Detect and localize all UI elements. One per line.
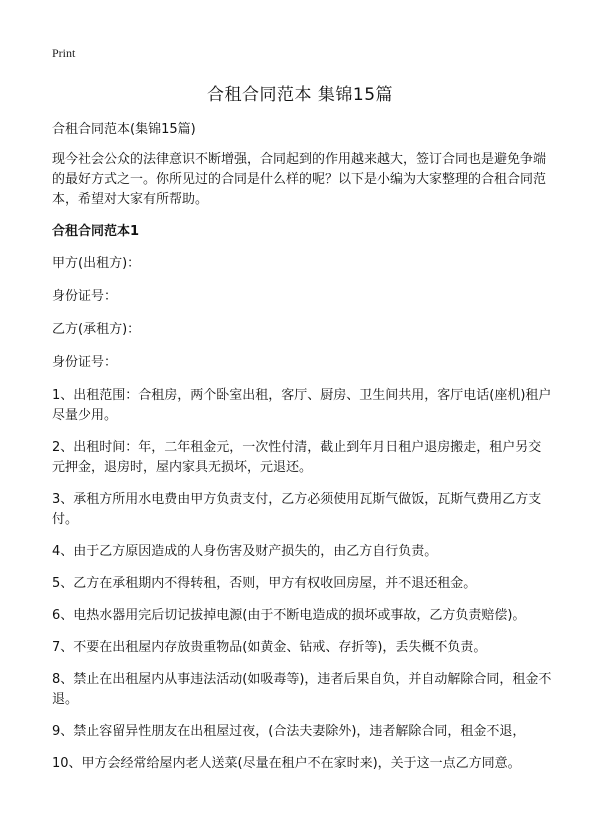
clause-1: 1、出租范围：合租房，两个卧室出租，客厅、厨房、卫生间共用，客厅电话(座机)租户尽量少用。 (52, 388, 552, 423)
clause-3: 3、承租方所用水电费由甲方负责支付，乙方必须使用瓦斯气做饭，瓦斯气费用乙方支付。 (52, 492, 542, 527)
party-a-id-field: 身份证号： (52, 289, 118, 304)
intro-paragraph: 现今社会公众的法律意识不断增强，合同起到的作用越来越大，签订合同也是避免争端的最好方式之一。你所见过的合同是什么样的呢？以下是小编为大家整理的合租合同范本，希望对大家有所帮助。 (52, 152, 547, 207)
document-body (52, 120, 552, 786)
clause-8: 8、禁止在出租屋内从事违法活动(如吸毒等)，违者后果自负，并自动解除合同，租金不退。 (52, 672, 552, 707)
document-subtitle: 合租合同范本(集锦15篇) (52, 122, 196, 137)
clause-9: 9、禁止容留异性朋友在出租屋过夜，(合法夫妻除外)，违者解除合同，租金不退， (52, 724, 526, 739)
clause-7: 7、不要在出租屋内存放贵重物品(如黄金、钻戒、存折等)，丢失概不负责。 (52, 640, 487, 655)
section-heading: 合租合同范本1 (52, 224, 140, 239)
clause-4: 4、由于乙方原因造成的人身伤害及财产损失的，由乙方自行负责。 (52, 544, 438, 559)
document-title: 合租合同范本 集锦15篇 (206, 85, 394, 105)
clause-10: 10、甲方会经常给屋内老人送菜(尽量在租户不在家时来)，关于这一点乙方同意。 (52, 756, 521, 771)
print-label: Print (52, 46, 76, 60)
party-b-id-field: 身份证号： (52, 355, 118, 370)
clause-2: 2、出租时间：年，二年租金元，一次性付清，截止到年月日租户退房搬走，租户另交元押金，退房时，屋内家具无损坏，元退还。 (52, 440, 542, 475)
party-a-field: 甲方(出租方)： (52, 256, 141, 271)
party-b-field: 乙方(承租方)： (52, 322, 141, 337)
clause-6: 6、电热水器用完后切记拔掉电源(由于不断电造成的损坏或事故，乙方负责赔偿)。 (52, 608, 526, 623)
clause-5: 5、乙方在承租期内不得转租，否则，甲方有权收回房屋，并不退还租金。 (52, 576, 477, 591)
